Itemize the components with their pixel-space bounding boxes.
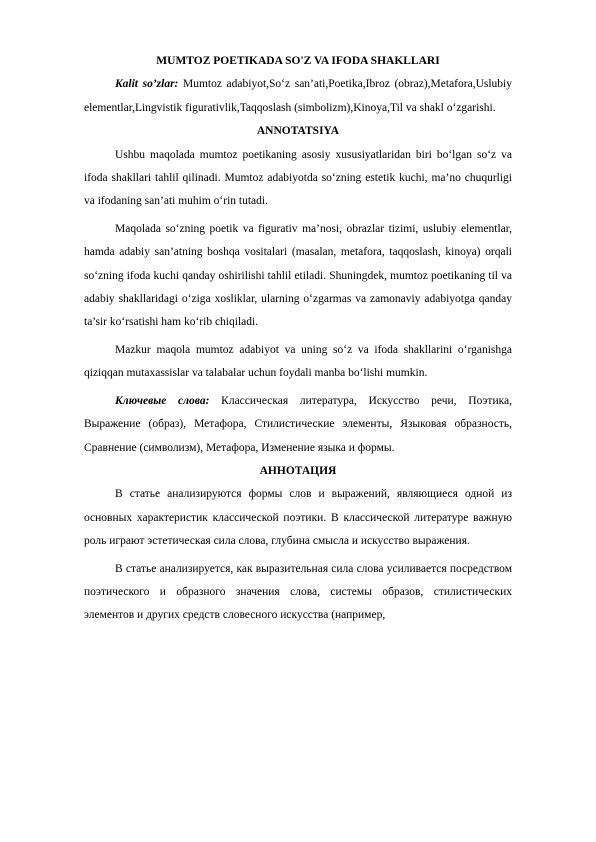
annotation-uz-heading: ANNOTATSIYA xyxy=(256,125,340,138)
keywords-ru-text: Классическая литература, Искусство речи, Поэтика, Выражение (образ), Метафора, Стилистические элементы, Языковая образность, Сравнение (символизм), Метафора, Изменение языка и формы. xyxy=(84,394,512,454)
annotation-ru-heading: АННОТАЦИЯ xyxy=(259,464,337,477)
article-title: MUMTOZ POETIKADA SO'Z VA IFODA SHAKLLARI xyxy=(156,55,440,67)
annotation-uz-paragraph-2: Maqolada so‘zning poetik va figurativ ma’nosi, obrazlar tizimi, uslubiy elementlar, hamda adabiy san’atning boshqa vositalari (masalan, metafora, taqqoslash, kinoya) orqali so‘zning ifoda kuchi qanday oshirilishi tahlil etiladi. Shuningdek, mumtoz poetikaning til va adabiy shakllaridagi o‘ziga xosliklar, ularning o‘zgarmas va zamonaviy adabiyotga qanday ta’sir ko‘rsatishi ham ko‘rib chiqiladi. xyxy=(84,222,512,329)
keywords-uz-label: Kalit so’zlar: xyxy=(115,78,179,91)
keywords-uz xyxy=(84,73,512,120)
annotation-ru-paragraph-1: В статье анализируются формы слов и выражений, являющиеся одной из основных характеристик классической поэтики. В классической литературе важную роль играют эстетическая сила слова, глубина смысла и искусство выражения. xyxy=(84,488,512,548)
annotation-ru-paragraph-2: В статье анализируется, как выразительная сила слова усиливается посредством поэтического и образного значения слова, системы образов, стилистических элементов и других средств словесного искусства (например, xyxy=(84,562,512,622)
keywords-uz-text: Mumtoz adabiyot,So‘z san’ati,Poetika,Ibroz (obraz),Metafora,Uslubiy elementlar,Lingvistik figurativlik,Taqqoslash (simbolizm),Kinoya,Til va shakl o‘zgarishi. xyxy=(84,78,512,114)
keywords-ru xyxy=(84,390,512,460)
article-page xyxy=(84,50,512,628)
annotation-uz-paragraph-3: Mazkur maqola mumtoz adabiyot va uning so‘z va ifoda shakllarini o‘rganishga qiziqqan mutaxassislar va talabalar uchun foydali manba bo‘lishi mumkin. xyxy=(84,343,512,380)
keywords-ru-label: Ключевые слова: xyxy=(115,394,210,407)
annotation-uz-paragraph-1: Ushbu maqolada mumtoz poetikaning asosiy xususiyatlaridan biri bo‘lgan so‘z va ifoda shakllari tahlil qilinadi. Mumtoz adabiyotda so‘zning estetik kuchi, ma’no chuqurligi va ifodaning san’ati muhim o‘rin tutadi. xyxy=(84,148,512,208)
